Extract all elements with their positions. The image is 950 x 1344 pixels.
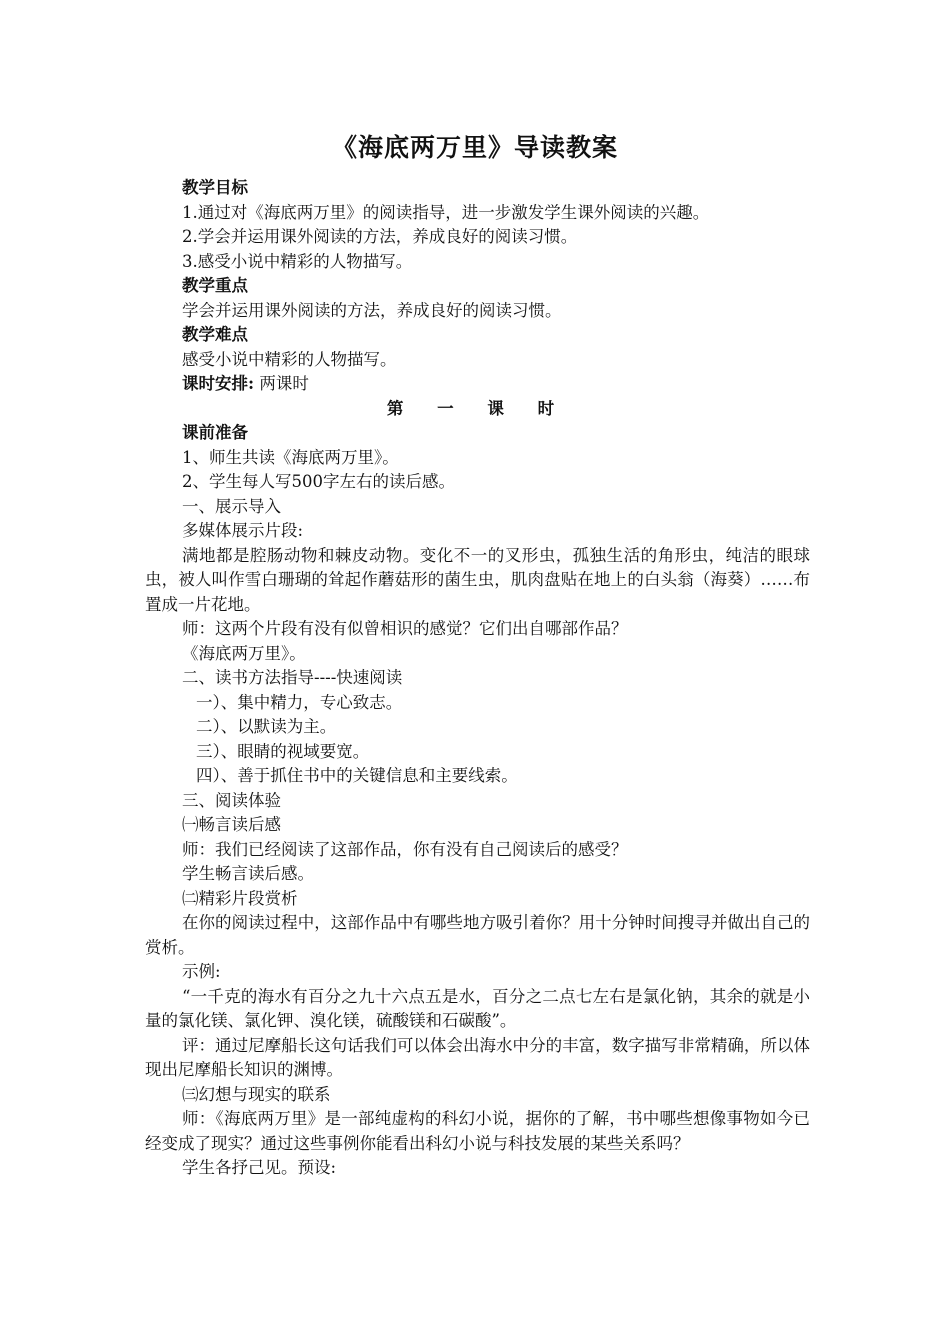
method-item: 四）、善于抓住书中的关键信息和主要线索。 [196, 766, 518, 785]
document-body [145, 176, 810, 1181]
goal-item: 3.感受小说中精彩的人物描写。 [182, 251, 413, 271]
section2-heading: 二、读书方法指导----快速阅读 [182, 668, 403, 687]
sub2-prompt: 在你的阅读过程中，这部作品中有哪些地方吸引着你？用十分钟时间搜寻并做出自己的赏析。 [145, 913, 810, 957]
sub1-teacher: 师：我们已经阅读了这部作品，你有没有自己阅读后的感受？ [182, 839, 628, 859]
sub2-heading: ㈡精彩片段赏析 [182, 888, 298, 908]
prep-item: 1、师生共读《海底两万里》。 [182, 447, 399, 467]
schedule-line [145, 372, 810, 397]
sub3-student: 学生各抒己见。预设: [182, 1158, 337, 1177]
schedule-value: 两课时 [259, 374, 309, 393]
sub2-example: “一千克的海水有百分之九十六点五是水，百分之二点七左右是氯化钠，其余的就是小量的氯化镁、氯化钾、溴化镁，硫酸镁和石碳酸”。 [145, 986, 810, 1030]
prep-heading: 课前准备 [182, 423, 248, 442]
goal-item: 1.通过对《海底两万里》的阅读指导，进一步激发学生课外阅读的兴趣。 [182, 202, 710, 222]
section1-answer: 《海底两万里》。 [182, 643, 306, 663]
section1-question: 师：这两个片段有没有似曾相识的感觉？它们出自哪部作品？ [182, 619, 628, 638]
key-point-heading: 教学重点 [182, 276, 248, 295]
section3-heading: 三、阅读体验 [182, 790, 281, 810]
method-item: 三）、眼睛的视域要宽。 [196, 741, 370, 761]
key-point-text: 学会并运用课外阅读的方法，养成良好的阅读习惯。 [182, 300, 562, 320]
schedule-label: 课时安排: [182, 374, 255, 393]
difficulty-heading: 教学难点 [182, 325, 248, 344]
sub3-heading: ㈢幻想与现实的联系 [182, 1084, 331, 1104]
method-item: 二）、以默读为主。 [196, 717, 337, 736]
section1-heading: 一、展示导入 [182, 496, 281, 516]
lesson-heading: 第 一 课 时 [386, 398, 569, 418]
sub3-teacher: 师：《海底两万里》是一部纯虚构的科幻小说，据你的了解，书中哪些想像事物如今已经变成了现实？通过这些事例你能看出科幻小说与科技发展的某些关系吗？ [145, 1109, 810, 1153]
difficulty-text: 感受小说中精彩的人物描写。 [182, 349, 397, 369]
method-item: 一）、集中精力，专心致志。 [196, 692, 403, 712]
sub2-comment: 评：通过尼摩船长这句话我们可以体会出海水中分的丰富，数字描写非常精确，所以体现出尼摩船长知识的渊博。 [145, 1035, 810, 1079]
document-title: 《海底两万里》导读教案 [331, 133, 618, 162]
goal-item: 2.学会并运用课外阅读的方法，养成良好的阅读习惯。 [182, 227, 578, 246]
goals-heading: 教学目标 [182, 178, 248, 197]
sub1-heading: ㈠畅言读后感 [182, 815, 281, 834]
sub2-example-label: 示例: [182, 962, 221, 981]
prep-item: 2、学生每人写500字左右的读后感。 [182, 472, 455, 491]
section1-intro: 多媒体展示片段: [182, 521, 304, 540]
sub1-student: 学生畅言读后感。 [182, 864, 314, 883]
section1-excerpt: 满地都是腔肠动物和棘皮动物。变化不一的叉形虫，孤独生活的角形虫，纯洁的眼球虫，被人叫作雪白珊瑚的耸起作蘑菇形的菌生虫，肌肉盘贴在地上的白头翁（海葵）……布置成一片花地。 [145, 545, 810, 614]
